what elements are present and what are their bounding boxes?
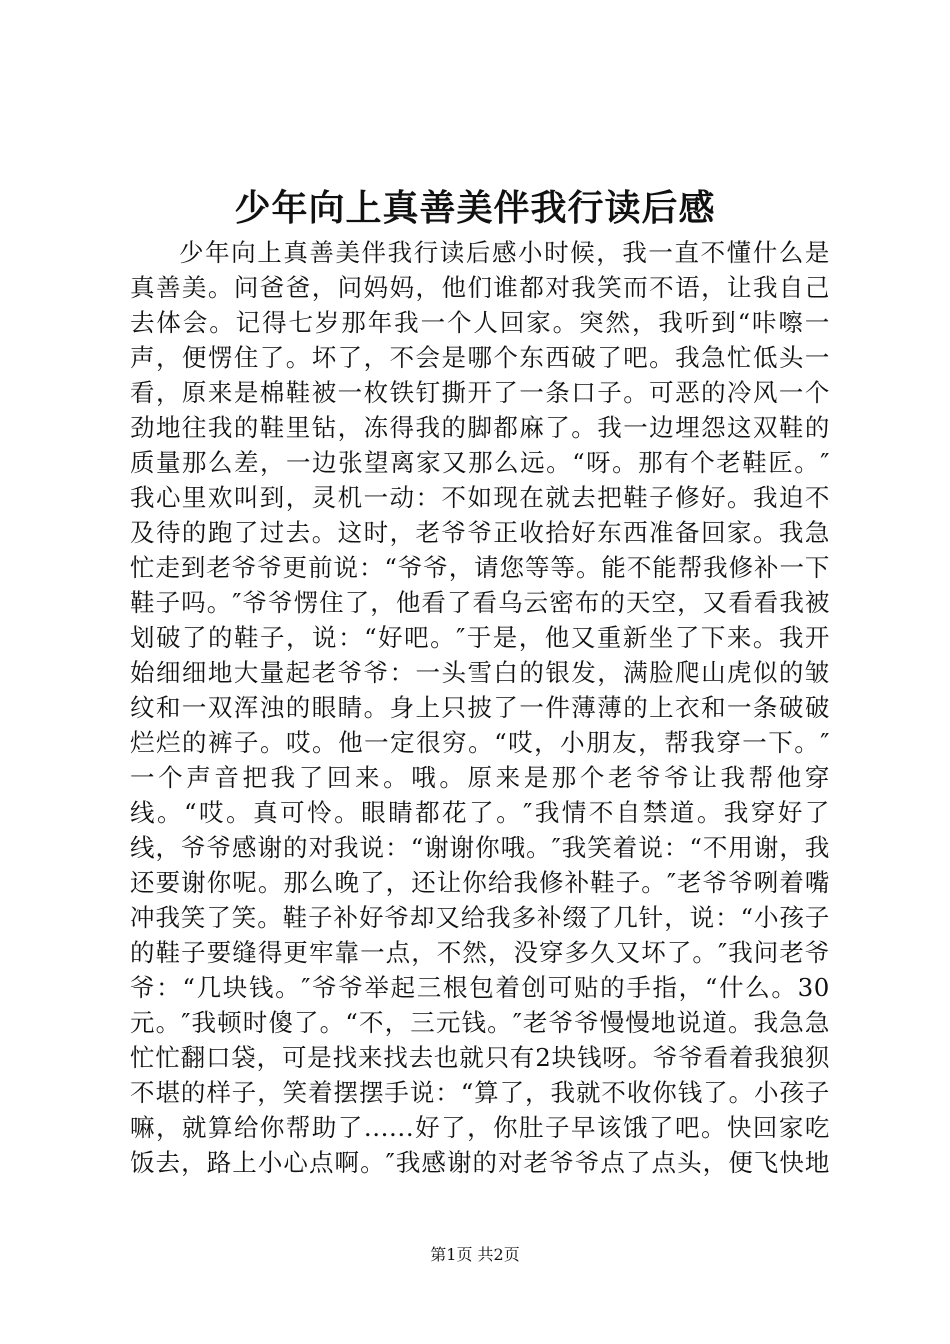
page-footer: 第1页 共2页 [430,1245,520,1264]
document-title: 少年向上真善美伴我行读后感 [234,187,716,229]
body-paragraph: 少年向上真善美伴我行读后感小时候，我一直不懂什么是真善美。问爸爸，问妈妈，他们谁都对我笑而不语，让我自己去体会。记得七岁那年我一个人回家。突然，我听到“咔嚓一声，便愣住了。坏了，不会是哪个东西破了吧。我急忙低头一看，原来是棉鞋被一枚铁钉撕开了一条口子。可恶的冷风一个劲地往我的鞋里钻，冻得我的脚都麻了。我一边埋怨这双鞋的质量那么差，一边张望离家又那么远。“呀。那有个老鞋匠。″我心里欢叫到，灵机一动：不如现在就去把鞋子修好。我迫不及待的跑了过去。这时，老爷爷正收拾好东西准备回家。我急忙走到老爷爷更前说：“爷爷，请您等等。能不能帮我修补一下鞋子吗。″爷爷愣住了，他看了看乌云密布的天空，又看看我被划破了的鞋子，说：“好吧。″于是，他又重新坐了下来。我开始细细地大量起老爷爷：一头雪白的银发，满脸爬山虎似的皱纹和一双浑浊的眼睛。身上只披了一件薄薄的上衣和一条破破烂烂的裤子。哎。他一定很穷。“哎，小朋友，帮我穿一下。″一个声音把我了回来。哦。原来是那个老爷爷让我帮他穿线。“哎。真可怜。眼睛都花了。″我情不自禁道。我穿好了线，爷爷感谢的对我说：“谢谢你哦。″我笑着说：“不用谢，我还要谢你呢。那么晚了，还让你给我修补鞋子。″老爷爷咧着嘴冲我笑了笑。鞋子补好爷却又给我多补缀了几针，说：“小孩子的鞋子要缝得更牢靠一点，不然，没穿多久又坏了。″我问老爷爷：“几块钱。″爷爷举起三根包着创可贴的手指，“什么。30元。″我顿时傻了。“不，三元钱。″老爷爷慢慢地说道。我急急忙忙翻口袋，可是找来找去也就只有2块钱呀。爷爷看着我狼狈不堪的样子，笑着摆摆手说：“算了，我就不收你钱了。小孩子嘛，就算给你帮助了......好了，你肚子早该饿了吧。快回家吃饭去，路上小心点啊。″我感谢的对老爷爷点了点头，便飞快地 [130,238,830,1177]
